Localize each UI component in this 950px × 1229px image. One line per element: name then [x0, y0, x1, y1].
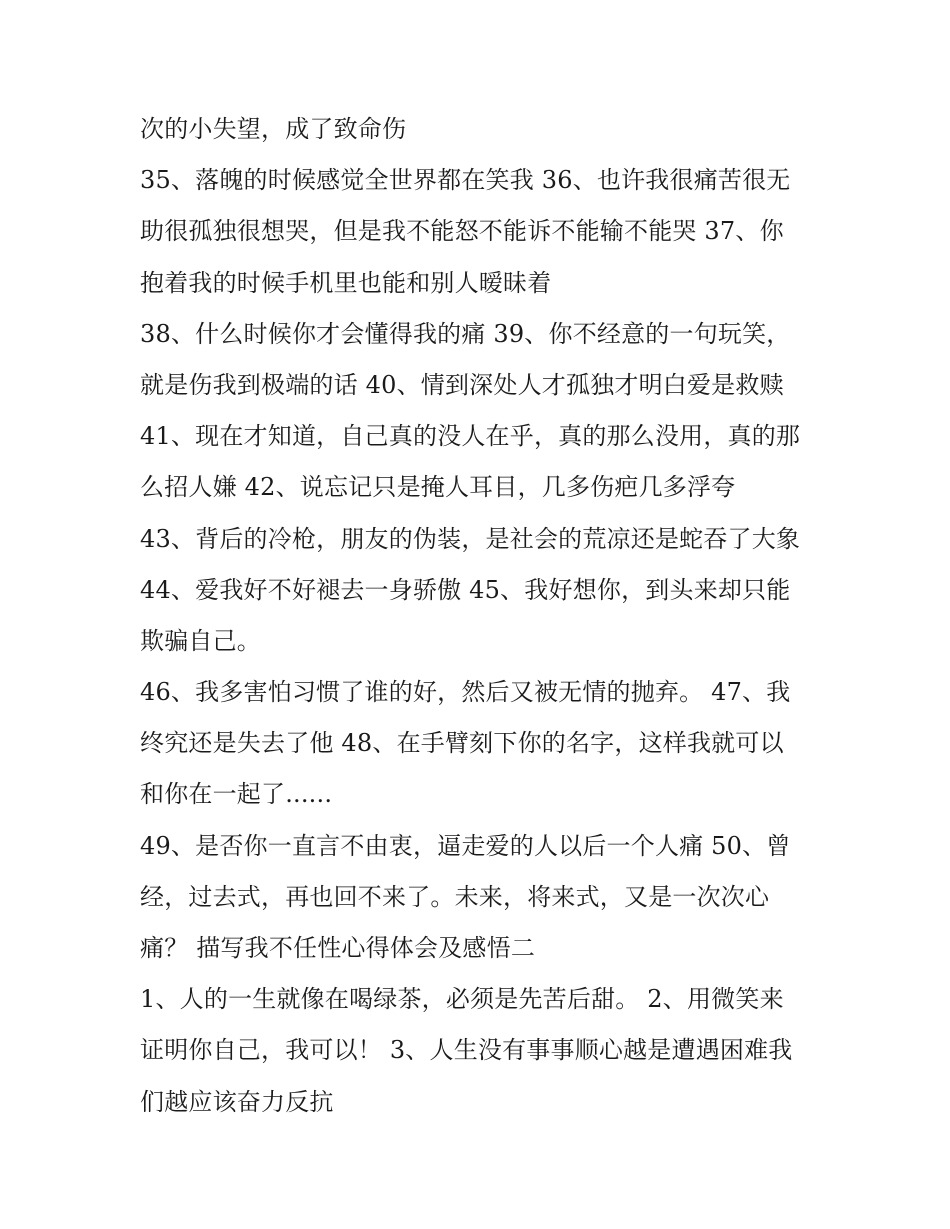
text-line: 助很孤独很想哭，但是我不能怒不能诉不能输不能哭 37、你	[140, 217, 784, 246]
text-line: 44、爱我好不好褪去一身骄傲 45、我好想你，到头来却只能	[140, 575, 791, 604]
text-line: 41、现在才知道，自己真的没人在乎，真的那么没用，真的那	[140, 422, 801, 451]
text-line: 就是伤我到极端的话 40、情到深处人才孤独才明白爱是救赎	[140, 370, 784, 399]
text-line: 49、是否你一直言不由衷，逼走爱的人以后一个人痛 50、曾	[140, 831, 791, 860]
text-line: 次的小失望，成了致命伤	[140, 115, 407, 143]
text-line: 抱着我的时候手机里也能和别人暧昧着	[140, 268, 552, 297]
text-line: 终究还是失去了他 48、在手臂刻下你的名字，这样我就可以	[140, 729, 784, 758]
text-line: 证明你自己，我可以！ 3、人生没有事事顺心越是遭遇困难我	[140, 1036, 793, 1065]
text-line: 38、什么时候你才会懂得我的痛 39、你不经意的一句玩笑，	[140, 319, 791, 348]
text-line: 痛？ 描写我不任性心得体会及感悟二	[140, 934, 536, 962]
text-line: 么招人嫌 42、说忘记只是掩人耳目，几多伤疤几多浮夸	[140, 473, 736, 502]
text-line: 1、人的一生就像在喝绿茶，必须是先苦后甜。 2、用微笑来	[140, 985, 784, 1014]
text-line: 和你在一起了......	[140, 780, 333, 809]
text-line: 35、落魄的时候感觉全世界都在笑我 36、也许我很痛苦很无	[140, 166, 791, 195]
text-line: 经，过去式，再也回不来了。未来，将来式，又是一次次心	[140, 882, 770, 911]
document-text-body	[140, 104, 830, 1128]
text-line: 43、背后的冷枪，朋友的伪装，是社会的荒凉还是蛇吞了大象	[140, 524, 801, 553]
text-line: 46、我多害怕习惯了谁的好，然后又被无情的抛弃。 47、我	[140, 678, 791, 707]
text-line: 欺骗自己。	[140, 626, 261, 655]
text-line: 们越应该奋力反抗	[140, 1087, 334, 1116]
